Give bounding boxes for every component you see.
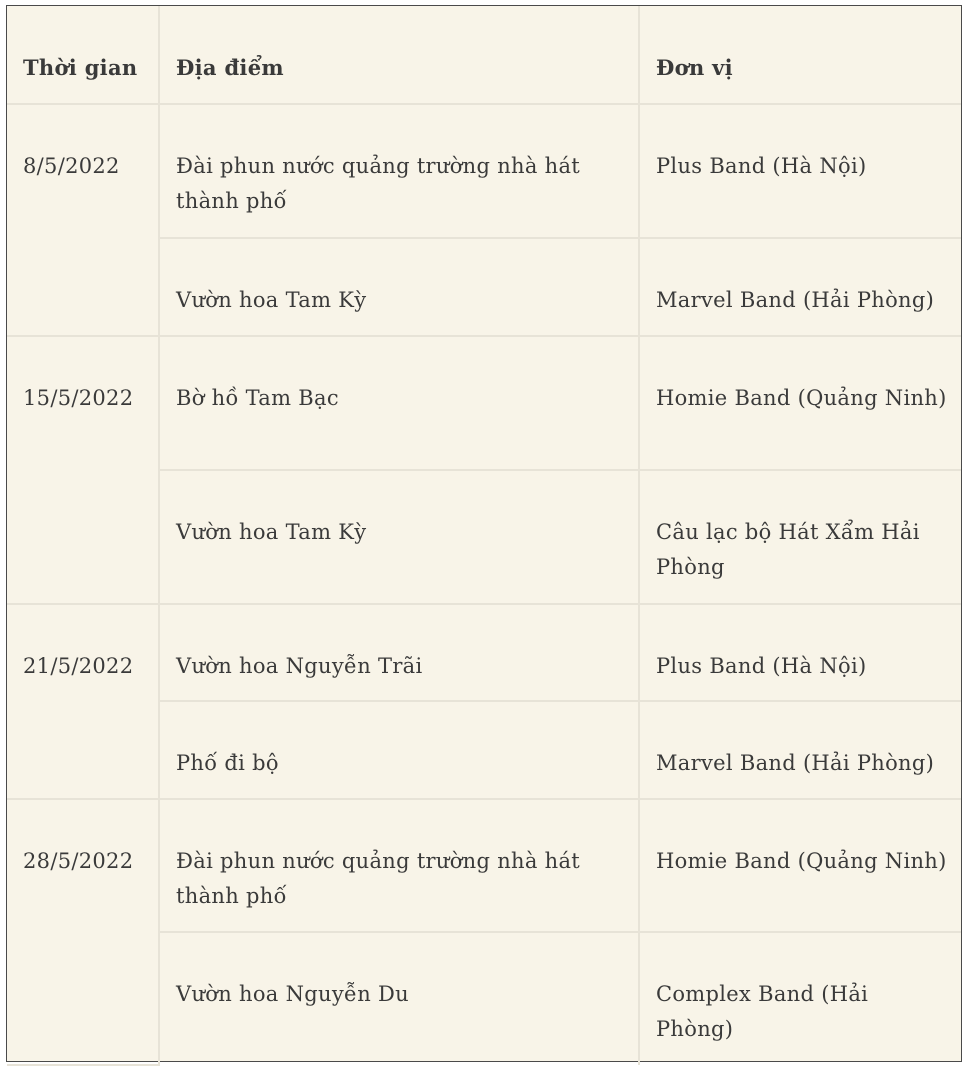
table-row — [7, 799, 961, 932]
unit-cell: Câu lạc bộ Hát Xẩm Hải Phòng — [639, 470, 961, 604]
unit-cell: Complex Band (Hải Phòng) — [639, 932, 961, 1065]
header-unit: Đơn vị — [639, 6, 961, 104]
location-cell: Vườn hoa Tam Kỳ — [159, 238, 639, 336]
header-time: Thời gian — [7, 6, 159, 104]
header-location: Địa điểm — [159, 6, 639, 104]
unit-cell: Marvel Band (Hải Phòng) — [639, 238, 961, 336]
location-cell: Vườn hoa Nguyễn Du — [159, 932, 639, 1065]
table-row — [7, 104, 961, 238]
unit-cell: Homie Band (Quảng Ninh) — [639, 336, 961, 470]
schedule-table — [7, 6, 961, 1066]
date-cell: 8/5/2022 — [7, 104, 159, 336]
date-cell: 28/5/2022 — [7, 799, 159, 1065]
date-cell: 15/5/2022 — [7, 336, 159, 604]
table-header-row — [7, 6, 961, 104]
location-cell: Vườn hoa Nguyễn Trãi — [159, 604, 639, 701]
unit-cell: Marvel Band (Hải Phòng) — [639, 701, 961, 799]
location-cell: Bờ hồ Tam Bạc — [159, 336, 639, 470]
location-cell: Phố đi bộ — [159, 701, 639, 799]
location-cell: Đài phun nước quảng trường nhà hát thành phố — [159, 104, 639, 238]
table-row — [7, 604, 961, 701]
location-cell: Vườn hoa Tam Kỳ — [159, 470, 639, 604]
location-cell: Đài phun nước quảng trường nhà hát thành phố — [159, 799, 639, 932]
unit-cell: Homie Band (Quảng Ninh) — [639, 799, 961, 932]
date-cell: 21/5/2022 — [7, 604, 159, 799]
unit-cell: Plus Band (Hà Nội) — [639, 104, 961, 238]
schedule-table-container — [6, 5, 962, 1062]
table-row — [7, 336, 961, 470]
unit-cell: Plus Band (Hà Nội) — [639, 604, 961, 701]
